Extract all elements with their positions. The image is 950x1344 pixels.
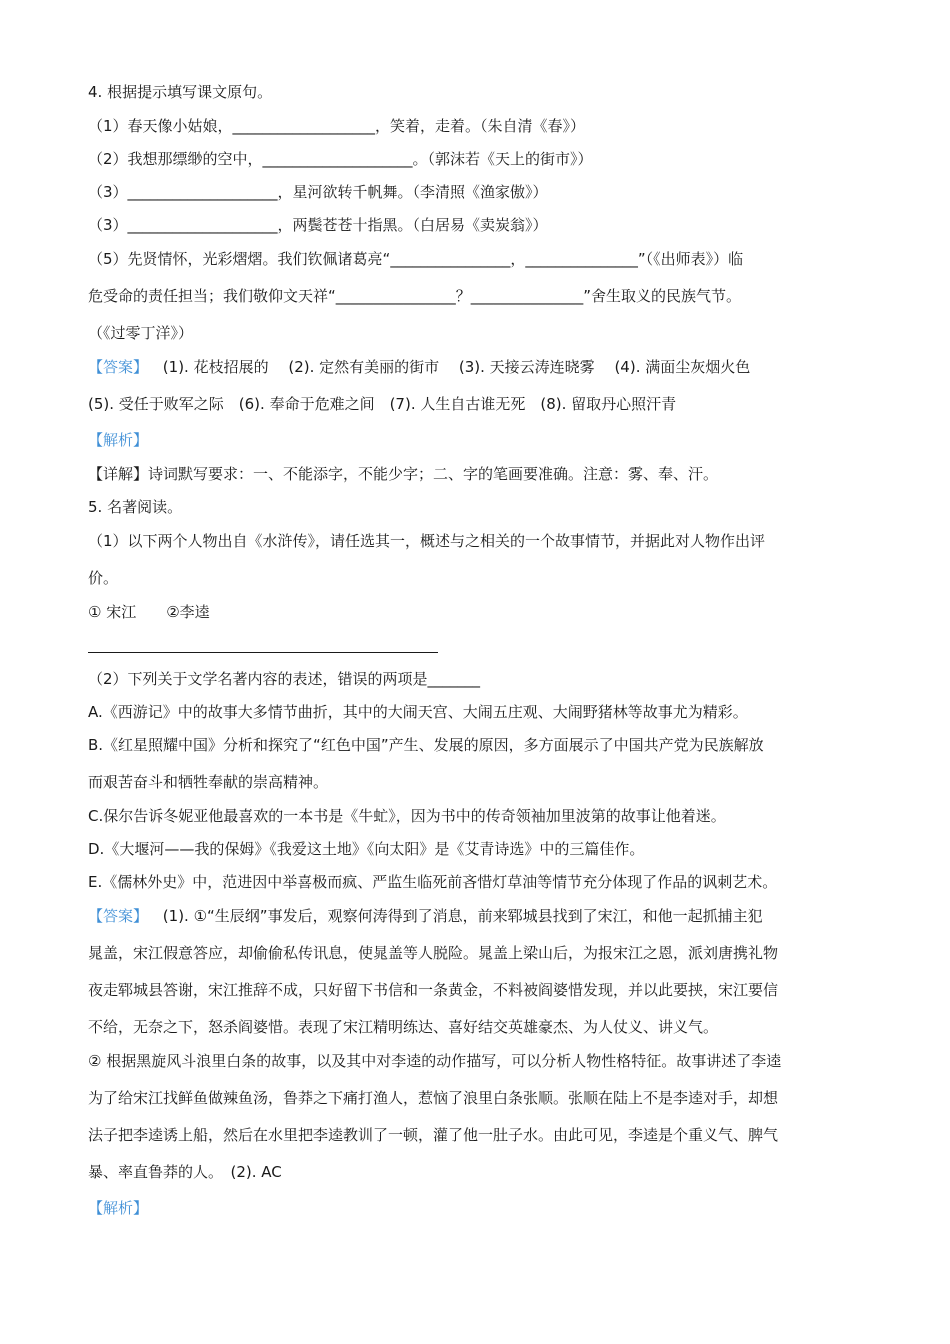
q5-part1-line1: （1）以下两个人物出自《水浒传》，请任选其一，概述与之相关的一个故事情节，并据此对人物作出评 [88,532,766,550]
q4-analysis-tag: 【解析】 [88,431,149,449]
q5-part1-line2: 价。 [88,569,119,587]
q5-answer-line2: 晁盖，宋江假意答应，却偷偷私传讯息，使晁盖等人脱险。晁盖上梁山后，为报宋江之恩，派刘唐携礼物 [88,944,779,962]
q4-answer-line1 [88,357,750,377]
q5-answer-line6: 为了给宋江找鲜鱼做辣鱼汤，鲁莽之下痛打渔人，惹恼了浪里白条张顺。张顺在陆上不是李逵对手，却想 [88,1089,779,1107]
q5-choice-d: D.《大堰河——我的保姆》《我爱这土地》《向太阳》是《艾青诗选》中的三篇佳作。 [88,840,645,858]
q5-choice-a: A.《西游记》中的故事大多情节曲折，其中的大闹天宫、大闹五庄观、大闹野猪林等故事尤为精彩。 [88,703,748,721]
answer-blank-line [88,652,438,653]
q4-item-2: （2）我想那缥缈的空中，____________________。（郭沫若《天上的街市》） [88,150,593,168]
q5-part2: （2）下列关于文学名著内容的表述，错误的两项是_______ [88,670,481,688]
q5-answer-text1: (1). ①“生辰纲”事发后，观察何涛得到了消息，前来郓城县找到了宋江，和他一起抓捕主犯 [162,907,763,925]
q4-answer-line2: (5). 受任于败军之际 (6). 奉命于危难之间 (7). 人生自古谁无死 (8). 留取丹心照汗青 [88,395,677,413]
q4-item-1: （1）春天像小姑娘，___________________，笑着，走着。（朱自清《春》） [88,117,586,135]
q5-answer-line8: 暴、率直鲁莽的人。 (2). AC [88,1163,282,1181]
q4-detail: 【详解】诗词默写要求：一、不能添字，不能少字；二、字的笔画要准确。注意：雾、奉、汗。 [88,465,719,483]
q5-analysis-tag: 【解析】 [88,1199,149,1217]
q5-choice-b-line1: B.《红星照耀中国》分析和探究了“红色中国”产生、发展的原因，多方面展示了中国共产党为民族解放 [88,736,764,754]
q5-choice-b-line2: 而艰苦奋斗和牺牲奉献的崇高精神。 [88,773,329,791]
q4-item-5-line3: （《过零丁洋》） [88,324,194,342]
q4-title: 4. 根据提示填写课文原句。 [88,83,273,101]
answer-tag: 【答案】 [88,358,149,376]
q4-answer-text1: (1). 花枝招展的 (2). 定然有美丽的街市 (3). 天接云涛连晓雾 (4). 满面尘灰烟火色 [162,358,751,376]
q5-choice-c: C.保尔告诉冬妮亚他最喜欢的一本书是《牛虻》，因为书中的传奇领袖加里波第的故事让他着迷。 [88,807,726,825]
q5-title: 5. 名著阅读。 [88,498,183,516]
q5-answer-line4: 不给，无奈之下，怒杀阎婆惜。表现了宋江精明练达、喜好结交英雄豪杰、为人仗义、讲义气。 [88,1018,719,1036]
answer-tag: 【答案】 [88,907,149,925]
q5-answer-line7: 法子把李逵诱上船，然后在水里把李逵教训了一顿，灌了他一肚子水。由此可见，李逵是个重义气、脾气 [88,1126,779,1144]
q4-item-5-line1: （5）先贤情怀，光彩熠熠。我们钦佩诸葛亮“________________，_______________”（《出师表》）临 [88,250,744,268]
q5-answer-line1 [88,906,763,926]
q4-item-5-line2: 危受命的责任担当；我们敬仰文天祥“________________？_______________”舍生取义的民族气节。 [88,287,742,305]
q5-options: ① 宋江 ②李逵 [88,603,210,621]
q4-item-3: （3）____________________，星河欲转千帆舞。（李清照《渔家傲》） [88,183,548,201]
q5-answer-line5: ② 根据黑旋风斗浪里白条的故事，以及其中对李逵的动作描写，可以分析人物性格特征。故事讲述了李逵 [88,1052,782,1070]
q4-item-4: （3）____________________，两鬓苍苍十指黑。（白居易《卖炭翁》） [88,216,548,234]
q5-choice-e: E.《儒林外史》中，范进因中举喜极而疯、严监生临死前吝惜灯草油等情节充分体现了作品的讽刺艺术。 [88,873,778,891]
q5-answer-line3: 夜走郓城县答谢，宋江推辞不成，只好留下书信和一条黄金，不料被阎婆惜发现，并以此要挟，宋江要信 [88,981,779,999]
